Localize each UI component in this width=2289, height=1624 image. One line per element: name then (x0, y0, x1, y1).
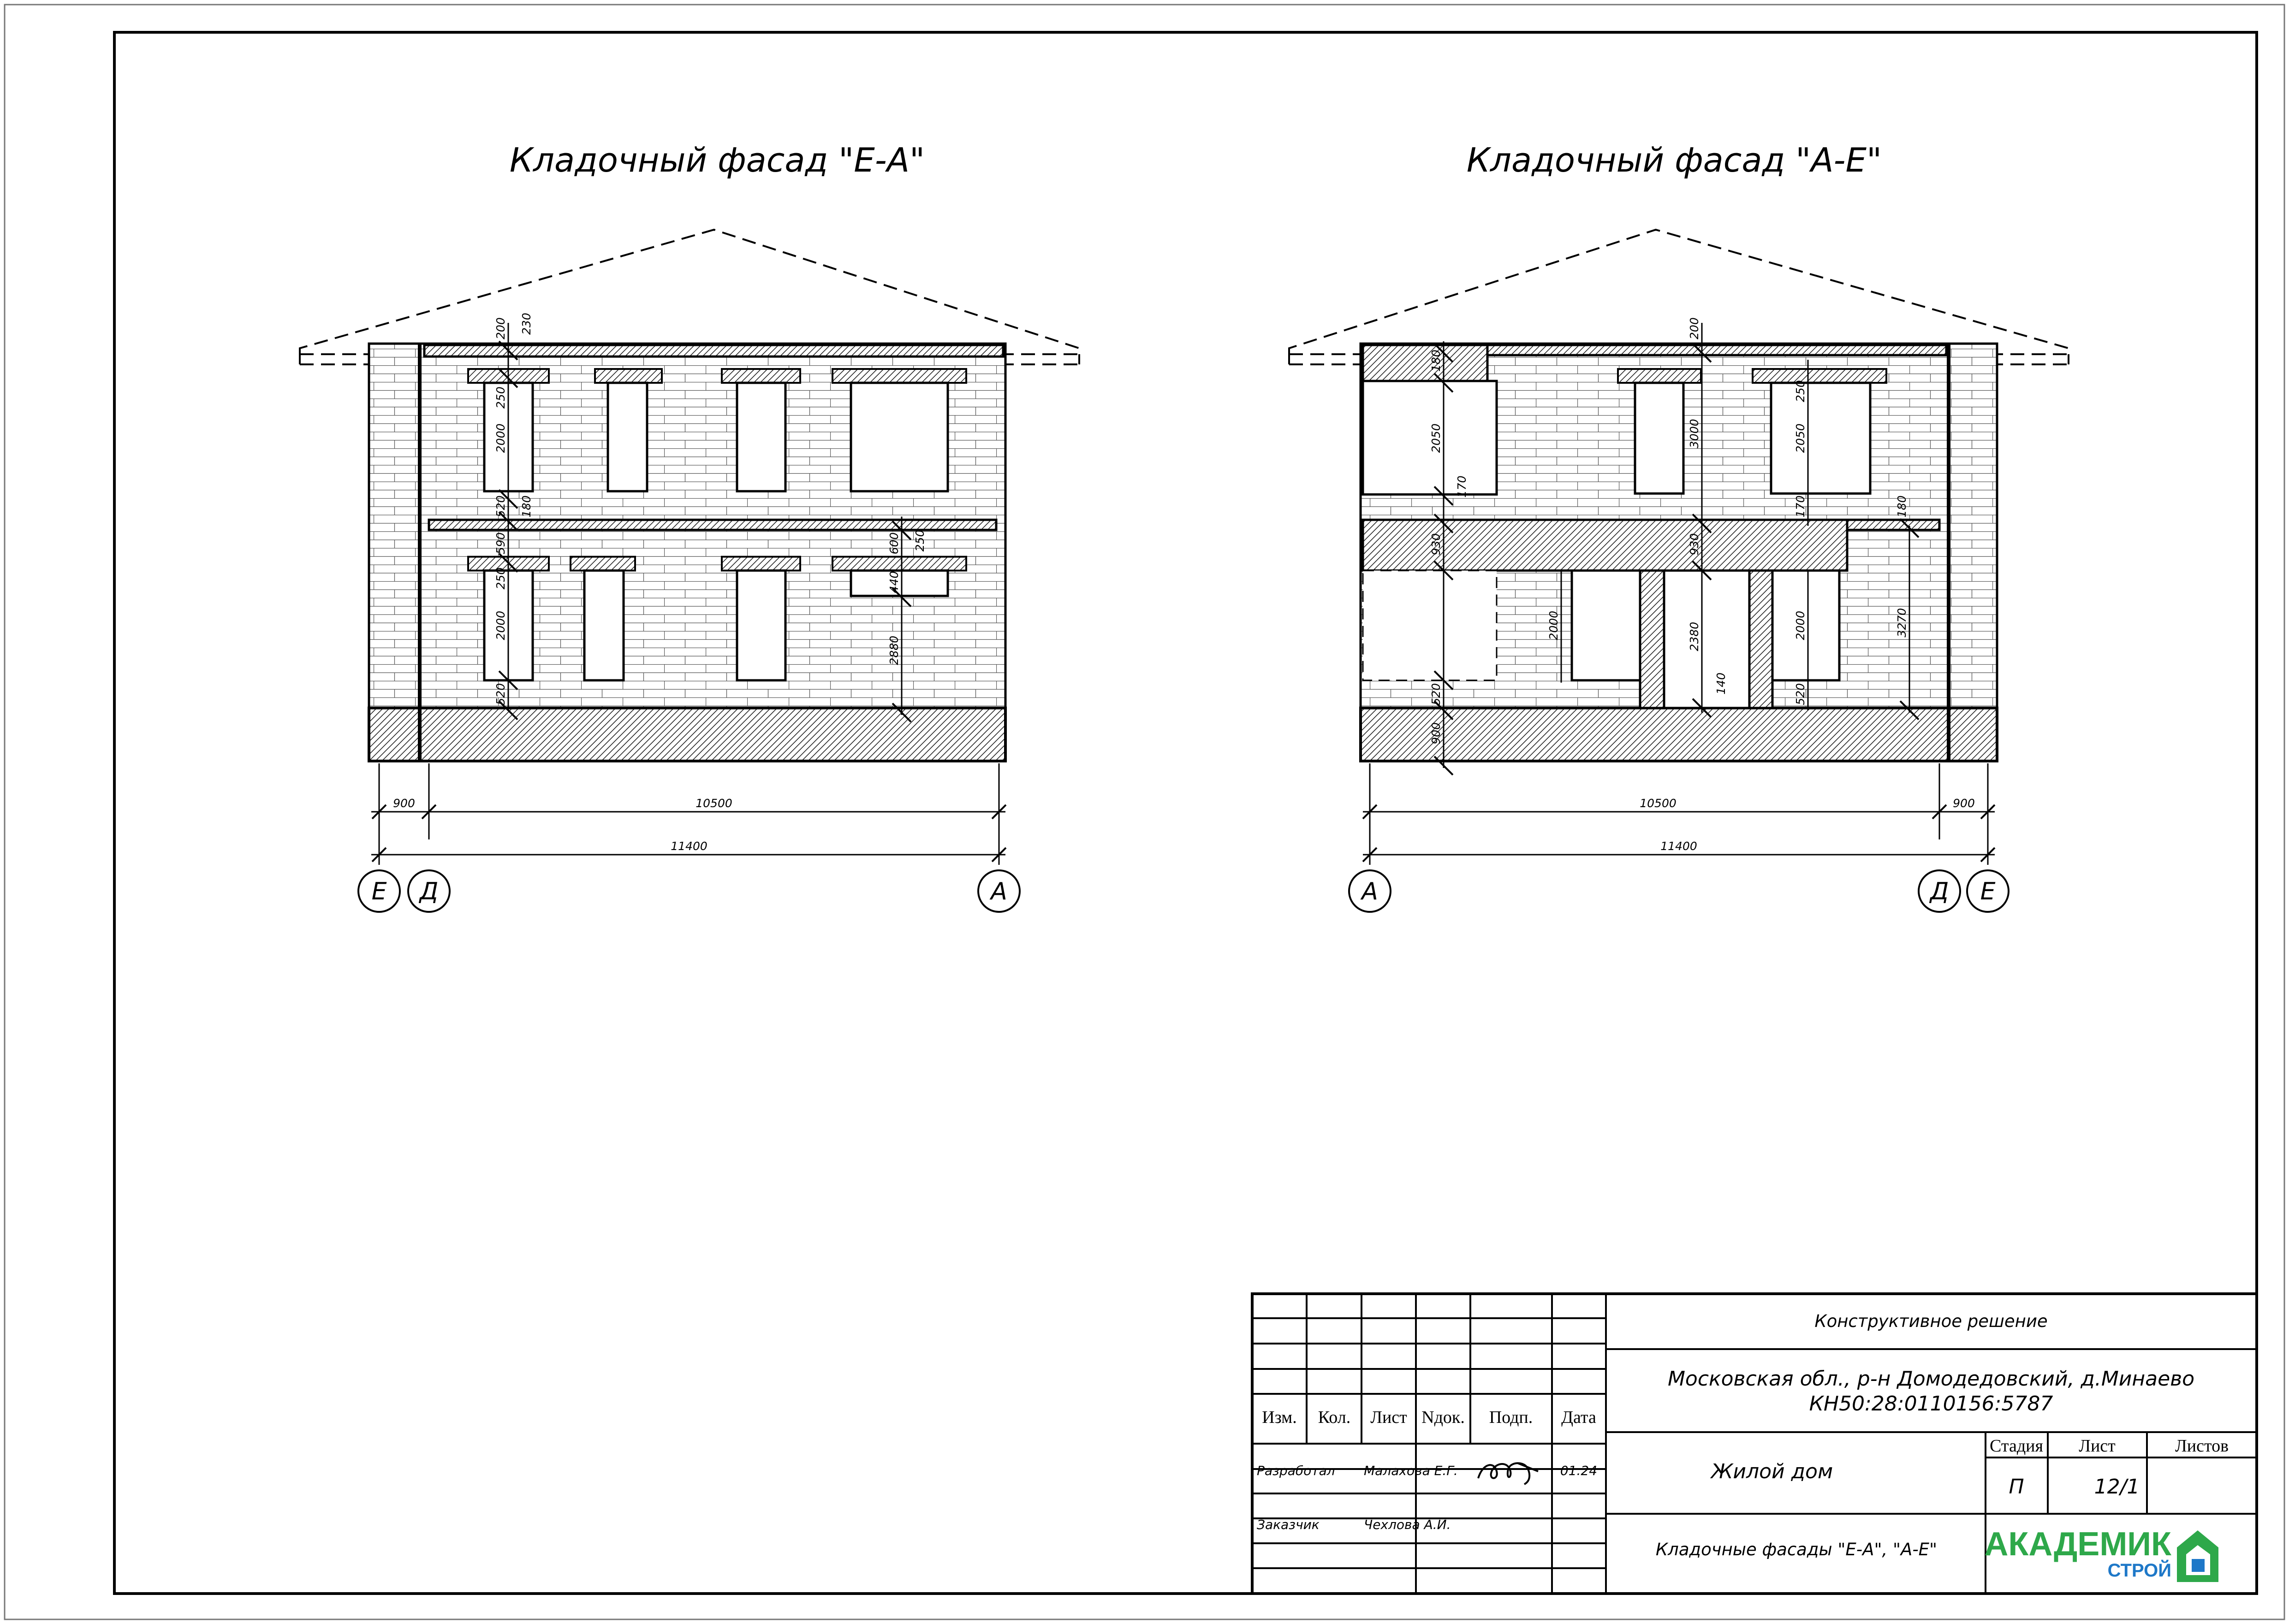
dim-label: 3000 (1688, 419, 1701, 448)
foundation (369, 708, 1005, 761)
dim-label: 520 (1429, 683, 1443, 705)
dim-label: 200 (494, 317, 507, 339)
dim-label: 180 (1429, 350, 1443, 372)
window-opening (737, 571, 785, 680)
lintel (722, 369, 800, 383)
door-pier (1749, 571, 1772, 708)
sheet-value: 12/1 (2094, 1475, 2140, 1499)
dim-label: 250 (1794, 380, 1807, 402)
window-opening (1635, 383, 1683, 494)
address-line2: КН50:28:0110156:5787 (1809, 1392, 2053, 1416)
section-title: Конструктивное решение (1814, 1311, 2048, 1331)
developed-date: 01.24 (1560, 1463, 1598, 1478)
dim-label: 180 (1895, 495, 1908, 518)
dim-label: 590 (494, 532, 507, 554)
dim-label: 200 (1688, 317, 1701, 339)
dim-label: 600 (887, 532, 901, 554)
dim-label: 2050 (1429, 423, 1443, 453)
window-opening (1572, 571, 1640, 680)
dim-label: 930 (1429, 533, 1443, 555)
dim-total-label: 11400 (671, 839, 708, 853)
facade-left-title: Кладочный фасад "Е-А" (509, 141, 925, 179)
dim-label: 180 (520, 495, 533, 518)
header-list: Лист (1370, 1408, 1407, 1427)
floor-slab-edge (1847, 520, 1939, 530)
top-belt (424, 345, 1003, 357)
dim-label: 2050 (1794, 423, 1807, 453)
developed-name: Малахова Е.Г. (1364, 1463, 1458, 1478)
dim-label: 250 (913, 529, 927, 552)
object-name: Жилой дом (1711, 1460, 1833, 1483)
floor-belt (429, 520, 996, 530)
header-kol: Кол. (1318, 1408, 1351, 1427)
axis-bubbles (358, 870, 1020, 912)
dim-label: 520 (1794, 683, 1807, 705)
axis-label: Д (419, 878, 439, 905)
window-opening (1771, 383, 1870, 494)
dim-label: 520 (494, 495, 507, 518)
dim-label: 230 (520, 313, 533, 335)
dim-chain-label: 900 (393, 797, 415, 810)
address-line1: Московская обл., р-н Домодедовский, д.Минаево (1667, 1367, 2195, 1391)
window-opening (608, 383, 647, 491)
developed-label: Разработал (1257, 1463, 1335, 1478)
title-block (1252, 1294, 2257, 1594)
header-ndok: Nдок. (1421, 1408, 1465, 1427)
sheets-label: Листов (2175, 1436, 2229, 1456)
dim-chain-label: 10500 (1640, 797, 1677, 810)
large-opening (1363, 571, 1497, 680)
door-pier (1640, 571, 1664, 708)
logo-main-text: АКАДЕМИК (1984, 1526, 2171, 1563)
dim-label: 140 (1714, 672, 1728, 695)
dim-label: 3270 (1895, 608, 1908, 637)
dim-label: 2000 (494, 423, 507, 453)
dim-label: 170 (1794, 495, 1807, 518)
lintel (722, 557, 800, 571)
dim-label: 170 (1455, 476, 1469, 498)
dim-label: 520 (494, 683, 507, 705)
facade-left (300, 141, 1079, 912)
window-opening (737, 383, 785, 491)
top-belt (1363, 345, 1487, 381)
dim-chain-label: 900 (1953, 797, 1975, 810)
dim-label: 930 (1688, 533, 1701, 555)
window-opening (851, 383, 948, 491)
dim-total-label: 11400 (1660, 839, 1697, 853)
axis-label: Е (371, 878, 387, 905)
dim-label: 250 (494, 567, 507, 589)
header-podp: Подп. (1489, 1408, 1533, 1427)
dim-label: 2880 (887, 636, 901, 665)
logo-sub-text: СТРОЙ (2107, 1560, 2171, 1581)
window-opening (584, 571, 624, 680)
sheet-label: Лист (2079, 1436, 2116, 1456)
lintel (595, 369, 662, 383)
header-data: Дата (1561, 1408, 1596, 1427)
lintel (1618, 369, 1701, 383)
door-opening (1664, 571, 1749, 708)
customer-label: Заказчик (1257, 1517, 1320, 1532)
dim-label: 2000 (1547, 611, 1560, 640)
stage-label: Стадия (1990, 1436, 2043, 1456)
customer-name: Чехлова А.И. (1364, 1517, 1451, 1532)
lintel (832, 369, 966, 383)
axis-bubbles (1349, 870, 2009, 912)
facade-right-title: Кладочный фасад "А-Е" (1466, 141, 1882, 179)
foundation (1361, 708, 1997, 761)
dim-label: 2380 (1688, 622, 1701, 651)
axis-label: А (991, 878, 1007, 905)
top-belt (1487, 345, 1946, 355)
lintel (571, 557, 635, 571)
lintel (1753, 369, 1886, 383)
axis-label: Е (1980, 878, 1996, 905)
facade-right (1289, 141, 2069, 912)
dim-label: 440 (887, 571, 901, 593)
header-izm: Изм. (1262, 1408, 1297, 1427)
dim-chain-label: 10500 (696, 797, 732, 810)
axis-label: Д (1930, 878, 1949, 905)
stage-value: П (2009, 1475, 2024, 1499)
drawing-name: Кладочные фасады "Е-А", "А-Е" (1655, 1540, 1938, 1559)
lintel (832, 557, 966, 571)
dim-label: 2000 (1794, 611, 1807, 640)
dim-label: 2000 (494, 611, 507, 640)
dim-label: 900 (1429, 722, 1443, 744)
axis-label: А (1362, 878, 1378, 905)
dim-label: 250 (494, 387, 507, 409)
